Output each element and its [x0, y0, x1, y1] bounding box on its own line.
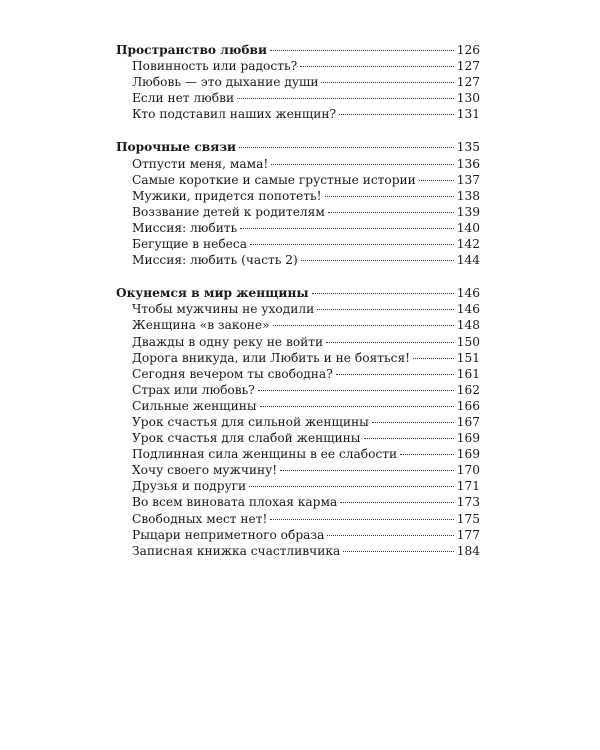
dot-leader	[343, 551, 454, 552]
toc-entry	[116, 156, 480, 172]
dot-leader	[400, 454, 454, 455]
table-of-contents	[116, 42, 480, 576]
toc-entry	[116, 252, 480, 268]
toc-entry	[116, 430, 480, 446]
toc-entry	[116, 74, 480, 90]
toc-heading-title: Порочные связи	[116, 140, 237, 155]
toc-page-number: 137	[456, 172, 480, 187]
toc-page-number: 146	[456, 302, 480, 317]
dot-leader	[240, 228, 453, 229]
toc-page-number: 171	[456, 479, 480, 494]
toc-entry-title: Женщина «в законе»	[132, 318, 270, 333]
toc-page-number: 169	[456, 447, 480, 462]
dot-leader	[326, 342, 454, 343]
toc-page-number: 148	[456, 318, 480, 333]
dot-leader	[336, 374, 454, 375]
toc-section	[116, 42, 480, 122]
toc-entry-title: Миссия: любить (часть 2)	[132, 253, 298, 268]
toc-page-number: 135	[456, 140, 480, 155]
toc-section-heading	[116, 285, 480, 301]
toc-entry-title: Миссия: любить	[132, 220, 238, 235]
toc-entry	[116, 511, 480, 527]
toc-page-number: 144	[456, 253, 480, 268]
dot-leader	[260, 406, 454, 407]
dot-leader	[271, 164, 453, 165]
toc-page-number: 139	[456, 204, 480, 219]
toc-section	[116, 285, 480, 559]
toc-page-number: 162	[456, 382, 480, 397]
toc-page-number: 131	[456, 107, 480, 122]
toc-page-number: 166	[456, 398, 480, 413]
toc-entry	[116, 317, 480, 333]
toc-entry-title: Подлинная сила женщины в ее слабости	[132, 447, 398, 462]
toc-entry	[116, 462, 480, 478]
toc-section-heading	[116, 139, 480, 155]
toc-entry-title: Если нет любви	[132, 91, 235, 106]
toc-page-number: 127	[456, 75, 480, 90]
toc-entry	[116, 543, 480, 559]
toc-page-number: 136	[456, 156, 480, 171]
toc-page-number: 130	[456, 91, 480, 106]
toc-page-number: 177	[456, 527, 480, 542]
toc-page-number: 161	[456, 366, 480, 381]
dot-leader	[317, 309, 453, 310]
toc-entry-title: Хочу своего мужчину!	[132, 463, 278, 478]
toc-entry	[116, 414, 480, 430]
dot-leader	[340, 502, 454, 503]
toc-entry	[116, 188, 480, 204]
toc-page-number: 170	[456, 463, 480, 478]
toc-entry-title: Сегодня вечером ты свободна?	[132, 366, 333, 381]
toc-entry-title: Друзья и подруги	[132, 479, 247, 494]
toc-entry-title: Страх или любовь?	[132, 382, 255, 397]
toc-entry	[116, 220, 480, 236]
toc-entry-title: Записная книжка счастливчика	[132, 543, 341, 558]
dot-leader	[301, 260, 454, 261]
toc-entry-title: Урок счастья для слабой женщины	[132, 431, 361, 446]
toc-page-number: 138	[456, 188, 480, 203]
toc-entry	[116, 527, 480, 543]
toc-page-number: 169	[456, 431, 480, 446]
toc-heading-title: Пространство любви	[116, 43, 268, 57]
toc-page-number: 167	[456, 414, 480, 429]
toc-page-number: 184	[456, 543, 480, 558]
toc-entry	[116, 204, 480, 220]
toc-entry-title: Урок счастья для сильной женщины	[132, 414, 369, 429]
toc-page-number: 140	[456, 220, 480, 235]
dot-leader	[273, 325, 454, 326]
toc-entry	[116, 236, 480, 252]
dot-leader	[339, 114, 454, 115]
toc-entry	[116, 382, 480, 398]
dot-leader	[413, 358, 454, 359]
toc-page-number: 150	[456, 334, 480, 349]
dot-leader	[249, 486, 454, 487]
dot-leader	[250, 244, 454, 245]
toc-entry-title: Сильные женщины	[132, 398, 257, 413]
dot-leader	[321, 82, 453, 83]
toc-page-number: 173	[456, 495, 480, 510]
dot-leader	[270, 519, 453, 520]
toc-page-number: 126	[456, 43, 480, 57]
toc-entry-title: Повинность или радость?	[132, 59, 298, 74]
toc-entry	[116, 478, 480, 494]
toc-entry-title: Воззвание детей к родителям	[132, 204, 325, 219]
toc-entry	[116, 301, 480, 317]
toc-entry-title: Рыцари неприметного образа	[132, 527, 325, 542]
dot-leader	[419, 180, 454, 181]
toc-page-number: 151	[456, 350, 480, 365]
dot-leader	[270, 50, 454, 51]
toc-entry-title: Свободных мест нет!	[132, 511, 268, 526]
toc-entry	[116, 106, 480, 122]
toc-entry-title: Во всем виновата плохая карма	[132, 495, 338, 510]
dot-leader	[327, 535, 453, 536]
dot-leader	[237, 98, 454, 99]
toc-section	[116, 139, 480, 268]
toc-entry-title: Мужики, придется попотеть!	[132, 188, 322, 203]
toc-page-number: 175	[456, 511, 480, 526]
dot-leader	[300, 66, 454, 67]
toc-entry-title: Дорога вникуда, или Любить и не бояться!	[132, 350, 411, 365]
toc-entry	[116, 398, 480, 414]
toc-entry	[116, 446, 480, 462]
toc-entry	[116, 494, 480, 510]
toc-entry-title: Чтобы мужчины не уходили	[132, 302, 315, 317]
toc-entry	[116, 58, 480, 74]
toc-entry-title: Кто подставил наших женщин?	[132, 107, 337, 122]
dot-leader	[364, 438, 454, 439]
dot-leader	[258, 390, 454, 391]
toc-entry	[116, 90, 480, 106]
toc-entry	[116, 334, 480, 350]
dot-leader	[312, 293, 454, 294]
toc-page-number: 146	[456, 286, 480, 301]
dot-leader	[325, 196, 454, 197]
toc-entry-title: Самые короткие и самые грустные истории	[132, 172, 416, 187]
toc-entry	[116, 350, 480, 366]
toc-page-number: 142	[456, 237, 480, 252]
dot-leader	[280, 470, 454, 471]
dot-leader	[372, 422, 454, 423]
dot-leader	[328, 212, 454, 213]
toc-entry-title: Дважды в одну реку не войти	[132, 334, 324, 349]
toc-page-number: 127	[456, 59, 480, 74]
toc-entry-title: Бегущие в небеса	[132, 237, 247, 252]
toc-entry	[116, 366, 480, 382]
toc-entry-title: Любовь — это дыхание души	[132, 75, 319, 90]
dot-leader	[239, 147, 454, 148]
toc-heading-title: Окунемся в мир женщины	[116, 286, 309, 301]
toc-section-heading	[116, 42, 480, 58]
toc-entry	[116, 172, 480, 188]
toc-entry-title: Отпусти меня, мама!	[132, 156, 269, 171]
